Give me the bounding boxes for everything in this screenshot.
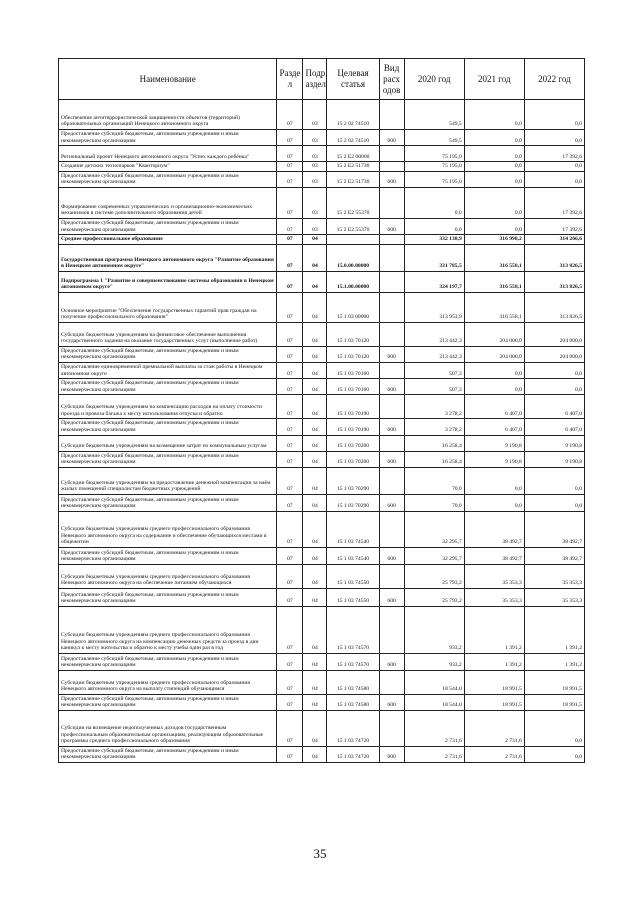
table-row	[59, 346, 585, 362]
row-razdel: 07	[277, 467, 303, 494]
row-podrazdel: 03	[303, 100, 327, 130]
row-podrazdel: 04	[303, 694, 327, 710]
row-podrazdel: 04	[303, 322, 327, 346]
header-2021: 2021 год	[464, 59, 524, 100]
row-name: Предоставление субсидий бюджетным, автономным учреждениям и иным некоммерческим организациям	[59, 653, 277, 670]
row-razdel: 07	[277, 435, 303, 451]
row-2021: 2 731,6	[464, 746, 524, 762]
row-expense-type	[379, 467, 404, 494]
row-target-article: 15 1 03 70120	[327, 346, 379, 362]
row-podrazdel: 04	[303, 362, 327, 378]
table-row	[59, 130, 585, 146]
header-name: Наименование	[59, 59, 277, 100]
row-2020: 18 544,0	[404, 694, 464, 710]
row-target-article: 15 1 03 74540	[327, 547, 379, 564]
row-expense-type	[379, 235, 404, 245]
table-row	[59, 494, 585, 511]
row-2022: 0,0	[524, 100, 584, 130]
table-body	[59, 100, 585, 763]
row-expense-type: 600	[379, 653, 404, 670]
table-row	[59, 100, 585, 130]
row-podrazdel: 04	[303, 564, 327, 588]
row-podrazdel: 04	[303, 395, 327, 419]
row-target-article: 15 1 03 00000	[327, 292, 379, 322]
row-2020: 32 295,7	[404, 511, 464, 547]
row-target-article: 15 2 02 74510	[327, 130, 379, 146]
row-2022: 38 492,7	[524, 511, 584, 547]
row-2021: 35 353,3	[464, 588, 524, 606]
row-2020: 16 258,4	[404, 451, 464, 467]
row-target-article: 15 2 E2 00000	[327, 146, 379, 162]
row-razdel: 07	[277, 694, 303, 710]
header-razdel: Разде л	[277, 59, 303, 100]
row-name: Предоставление субсидий бюджетным, автономным учреждениям и иным некоммерческим организациям	[59, 379, 277, 395]
row-podrazdel: 04	[303, 511, 327, 547]
row-name: Предоставление субсидий бюджетным, автономным учреждениям и иным некоммерческим организациям	[59, 694, 277, 710]
row-2021: 38 492,7	[464, 547, 524, 564]
row-2022: 0,0	[524, 710, 584, 746]
row-2020: 933,2	[404, 606, 464, 653]
row-name: Предоставление субсидий бюджетным, автономным учреждениям и иным некоммерческим организациям	[59, 419, 277, 435]
row-target-article: 15 1 03 74720	[327, 710, 379, 746]
row-razdel: 07	[277, 564, 303, 588]
row-podrazdel: 04	[303, 746, 327, 762]
row-name: Субсидии бюджетным учреждениям среднего профессионального образования Ненецкого автономного округа на компенсацию денежных средств за проезд в дни каникул к месту жительства и обратно к месту учебы один раз в год	[59, 606, 277, 653]
row-2021: 0,0	[464, 130, 524, 146]
row-2022: 0,0	[524, 171, 584, 187]
row-name: Предоставление субсидий бюджетным, автономным учреждениям и иным некоммерческим организациям	[59, 746, 277, 762]
row-expense-type	[379, 564, 404, 588]
row-razdel: 07	[277, 346, 303, 362]
table-row	[59, 292, 585, 322]
row-2021: 0,0	[464, 218, 524, 234]
row-razdel: 07	[277, 451, 303, 467]
row-2022: 6 407,0	[524, 395, 584, 419]
row-razdel: 07	[277, 653, 303, 670]
row-2020: 32 295,7	[404, 547, 464, 564]
table-row	[59, 419, 585, 435]
row-2021: 9 190,8	[464, 435, 524, 451]
row-2022: 1 391,2	[524, 606, 584, 653]
row-target-article: 15 1 03 70290	[327, 467, 379, 494]
row-razdel: 07	[277, 710, 303, 746]
row-expense-type	[379, 511, 404, 547]
row-podrazdel: 04	[303, 292, 327, 322]
row-razdel: 07	[277, 362, 303, 378]
row-expense-type: 600	[379, 494, 404, 511]
table-row	[59, 511, 585, 547]
row-2020: 16 258,4	[404, 435, 464, 451]
row-target-article: 15 2 E2 51730	[327, 162, 379, 172]
row-2021: 0,0	[464, 146, 524, 162]
row-2021: 316 558,1	[464, 271, 524, 292]
row-2022: 0,0	[524, 494, 584, 511]
row-2022: 17 392,6	[524, 146, 584, 162]
row-target-article: 15.1.00.00000	[327, 271, 379, 292]
row-target-article: 15 1 03 70160	[327, 362, 379, 378]
row-2022: 0,0	[524, 362, 584, 378]
row-podrazdel: 03	[303, 171, 327, 187]
row-target-article: 15 1 03 74550	[327, 564, 379, 588]
row-2022: 0,0	[524, 130, 584, 146]
row-target-article: 15.0.00.00000	[327, 244, 379, 271]
row-podrazdel: 04	[303, 547, 327, 564]
row-2021: 316 558,1	[464, 292, 524, 322]
row-2021: 0,0	[464, 379, 524, 395]
row-2020: 2 731,6	[404, 746, 464, 762]
budget-page	[58, 58, 585, 763]
row-target-article: 15 2 E2 55370	[327, 218, 379, 234]
row-2022: 18 991,5	[524, 670, 584, 694]
row-name: Предоставление субсидий бюджетным, автономным учреждениям и иным некоммерческим организациям	[59, 171, 277, 187]
row-target-article: 15 1 03 70290	[327, 494, 379, 511]
table-row	[59, 710, 585, 746]
table-row	[59, 379, 585, 395]
table-row	[59, 395, 585, 419]
row-2020: 213 442,3	[404, 322, 464, 346]
row-2020: 25 793,2	[404, 588, 464, 606]
row-name: Предоставление субсидий бюджетным, автономным учреждениям и иным некоммерческим организациям	[59, 494, 277, 511]
page-number: 35	[313, 846, 327, 861]
table-row	[59, 670, 585, 694]
row-2020: 70,0	[404, 467, 464, 494]
table-row	[59, 146, 585, 162]
row-target-article: 15 2 E2 55370	[327, 187, 379, 218]
row-2020: 549,5	[404, 130, 464, 146]
row-name: Формирование современных управленческих и организационно-экономических механизмов в системе дополнительного образования детей	[59, 187, 277, 218]
row-2022: 18 991,5	[524, 694, 584, 710]
row-expense-type: 600	[379, 218, 404, 234]
row-expense-type: 600	[379, 130, 404, 146]
row-target-article: 15 1 03 74570	[327, 606, 379, 653]
row-expense-type: 600	[379, 451, 404, 467]
row-2021: 204 000,0	[464, 346, 524, 362]
row-expense-type: 600	[379, 746, 404, 762]
table-row	[59, 235, 585, 245]
row-expense-type	[379, 244, 404, 271]
row-razdel: 07	[277, 322, 303, 346]
row-2022: 9 190,8	[524, 451, 584, 467]
row-2022: 313 826,5	[524, 244, 584, 271]
row-2020: 0,0	[404, 187, 464, 218]
row-name: Субсидии на возмещение недополученных доходов государственным профессиональным образовательным организациям, реализующим образовательные программы среднего профессионального образования	[59, 710, 277, 746]
row-name: Создание детских технопарков "Кванториум"	[59, 162, 277, 172]
table-row	[59, 244, 585, 271]
row-podrazdel: 03	[303, 162, 327, 172]
budget-table	[58, 58, 585, 763]
row-2020: 213 442,3	[404, 346, 464, 362]
row-podrazdel: 04	[303, 670, 327, 694]
table-row	[59, 162, 585, 172]
row-expense-type: 600	[379, 547, 404, 564]
row-target-article	[327, 235, 379, 245]
row-2020: 331 785,5	[404, 244, 464, 271]
row-expense-type	[379, 271, 404, 292]
row-2021: 316 998,2	[464, 235, 524, 245]
row-2022: 204 000,0	[524, 346, 584, 362]
row-2021: 0,0	[464, 494, 524, 511]
table-row	[59, 271, 585, 292]
row-expense-type	[379, 606, 404, 653]
row-target-article: 15 1 03 74540	[327, 511, 379, 547]
row-expense-type	[379, 710, 404, 746]
row-2022: 17 392,6	[524, 187, 584, 218]
row-2020: 3 278,2	[404, 419, 464, 435]
row-2022: 17 392,6	[524, 218, 584, 234]
row-2021: 6 407,0	[464, 419, 524, 435]
table-row	[59, 435, 585, 451]
header-podrazdel: Подр аздел	[303, 59, 327, 100]
row-2020: 75 195,0	[404, 146, 464, 162]
row-razdel: 07	[277, 588, 303, 606]
row-expense-type: 600	[379, 588, 404, 606]
row-2022: 313 826,5	[524, 271, 584, 292]
row-expense-type	[379, 187, 404, 218]
row-name: Предоставление единовременной премиальной выплаты за стаж работы в Ненецком автономном округе	[59, 362, 277, 378]
table-row	[59, 606, 585, 653]
row-2021: 0,0	[464, 467, 524, 494]
row-razdel: 07	[277, 292, 303, 322]
row-2021: 0,0	[464, 171, 524, 187]
row-2020: 332 138,9	[404, 235, 464, 245]
row-2022: 0,0	[524, 162, 584, 172]
row-podrazdel: 04	[303, 379, 327, 395]
row-target-article: 15 1 03 70120	[327, 322, 379, 346]
table-row	[59, 187, 585, 218]
row-target-article: 15 1 03 74720	[327, 746, 379, 762]
row-name: Подпрограмма 1 "Развитие и совершенствование системы образования в Ненецком автономном округе"	[59, 271, 277, 292]
row-2020: 507,3	[404, 379, 464, 395]
row-name: Предоставление субсидий бюджетным, автономным учреждениям и иным некоммерческим организациям	[59, 451, 277, 467]
row-2021: 0,0	[464, 362, 524, 378]
row-2020: 75 195,0	[404, 162, 464, 172]
row-razdel: 07	[277, 606, 303, 653]
row-name: Предоставление субсидий бюджетным, автономным учреждениям и иным некоммерческим организациям	[59, 130, 277, 146]
row-2020: 549,5	[404, 100, 464, 130]
row-target-article: 15 1 03 70160	[327, 379, 379, 395]
row-name: Субсидии бюджетным учреждениям на предоставление денежной компенсации за наём жилых помещений специалистам бюджетных учреждений	[59, 467, 277, 494]
row-razdel: 07	[277, 244, 303, 271]
row-2021: 316 558,1	[464, 244, 524, 271]
row-name: Государственная программа Ненецкого автономного округа "Развитие образования в Ненецком автономном округе"	[59, 244, 277, 271]
row-expense-type	[379, 322, 404, 346]
row-2022: 35 353,3	[524, 564, 584, 588]
table-row	[59, 362, 585, 378]
row-target-article: 15 1 03 70190	[327, 419, 379, 435]
row-target-article: 15 1 03 74580	[327, 694, 379, 710]
row-razdel: 07	[277, 130, 303, 146]
table-row	[59, 322, 585, 346]
row-name: Среднее профессиональное образование	[59, 235, 277, 245]
row-2022: 0,0	[524, 379, 584, 395]
header-target-article: Целевая статья	[327, 59, 379, 100]
row-podrazdel: 04	[303, 710, 327, 746]
row-2022: 1 391,2	[524, 653, 584, 670]
table-header-row	[59, 59, 585, 100]
row-target-article: 15 1 03 74580	[327, 670, 379, 694]
row-podrazdel: 03	[303, 187, 327, 218]
header-expense-type: Вид расх одов	[379, 59, 404, 100]
row-expense-type	[379, 670, 404, 694]
row-2020: 324 197,7	[404, 271, 464, 292]
row-podrazdel: 04	[303, 271, 327, 292]
row-expense-type	[379, 146, 404, 162]
row-2021: 1 391,2	[464, 606, 524, 653]
row-2020: 18 544,0	[404, 670, 464, 694]
table-row	[59, 467, 585, 494]
row-podrazdel: 03	[303, 130, 327, 146]
row-razdel: 07	[277, 187, 303, 218]
row-razdel: 07	[277, 146, 303, 162]
row-target-article: 15 1 03 74550	[327, 588, 379, 606]
row-razdel: 07	[277, 395, 303, 419]
row-expense-type	[379, 395, 404, 419]
row-2022: 6 407,0	[524, 419, 584, 435]
table-row	[59, 653, 585, 670]
row-2022: 9 190,8	[524, 435, 584, 451]
row-expense-type	[379, 362, 404, 378]
row-target-article: 15 2 E2 51730	[327, 171, 379, 187]
row-2022: 313 826,5	[524, 292, 584, 322]
row-podrazdel: 04	[303, 451, 327, 467]
row-target-article: 15 1 03 70200	[327, 451, 379, 467]
row-name: Субсидии бюджетным учреждениям среднего профессионального образования Ненецкого автономного округа на выплату стипендий обучающимся	[59, 670, 277, 694]
row-podrazdel: 04	[303, 244, 327, 271]
row-razdel: 07	[277, 171, 303, 187]
row-razdel: 07	[277, 235, 303, 245]
row-podrazdel: 04	[303, 467, 327, 494]
row-target-article: 15 1 03 74570	[327, 653, 379, 670]
row-razdel: 07	[277, 271, 303, 292]
row-podrazdel: 04	[303, 419, 327, 435]
table-row	[59, 451, 585, 467]
table-row	[59, 746, 585, 762]
row-expense-type	[379, 162, 404, 172]
row-2021: 0,0	[464, 187, 524, 218]
table-row	[59, 171, 585, 187]
row-2020: 507,3	[404, 362, 464, 378]
table-row	[59, 547, 585, 564]
row-name: Основное мероприятие "Обеспечение государственных гарантий прав граждан на получение профессионального образования"	[59, 292, 277, 322]
row-name: Субсидии бюджетным учреждениям на компенсацию расходов на оплату стоимости проезда и провоза багажа к месту использования отпуска и обратно	[59, 395, 277, 419]
row-razdel: 07	[277, 746, 303, 762]
row-name: Обеспечение антитеррористической защищенности объектов (территорий) образовательных организаций Ненецкого автономного округа	[59, 100, 277, 130]
row-razdel: 07	[277, 547, 303, 564]
row-razdel: 07	[277, 494, 303, 511]
header-2020: 2020 год	[404, 59, 464, 100]
row-2022: 38 492,7	[524, 547, 584, 564]
row-target-article: 15 1 03 70200	[327, 435, 379, 451]
row-podrazdel: 04	[303, 606, 327, 653]
row-expense-type	[379, 435, 404, 451]
row-razdel: 07	[277, 670, 303, 694]
row-expense-type: 600	[379, 379, 404, 395]
row-razdel: 07	[277, 218, 303, 234]
row-2021: 2 731,6	[464, 710, 524, 746]
row-name: Субсидии бюджетным учреждениям на возмещение затрат по коммунальным услугам	[59, 435, 277, 451]
row-target-article: 15 2 02 74510	[327, 100, 379, 130]
row-2020: 0,0	[404, 218, 464, 234]
row-2021: 18 991,5	[464, 694, 524, 710]
row-2022: 35 353,3	[524, 588, 584, 606]
row-podrazdel: 04	[303, 435, 327, 451]
row-2021: 1 391,2	[464, 653, 524, 670]
row-2020: 313 953,9	[404, 292, 464, 322]
row-expense-type: 600	[379, 346, 404, 362]
row-name: Субсидии бюджетным учреждениям среднего профессионального образования Ненецкого автономного округа на обеспечение питанием обучающихся	[59, 564, 277, 588]
row-2020: 70,0	[404, 494, 464, 511]
row-expense-type	[379, 100, 404, 130]
header-2022: 2022 год	[524, 59, 584, 100]
table-row	[59, 588, 585, 606]
row-2021: 18 991,5	[464, 670, 524, 694]
row-2020: 2 731,6	[404, 710, 464, 746]
row-name: Региональный проект Ненецкого автономного округа "Успех каждого ребёнка"	[59, 146, 277, 162]
row-podrazdel: 04	[303, 346, 327, 362]
row-podrazdel: 04	[303, 494, 327, 511]
table-row	[59, 218, 585, 234]
row-expense-type: 600	[379, 419, 404, 435]
row-2020: 25 793,2	[404, 564, 464, 588]
row-2021: 38 492,7	[464, 511, 524, 547]
row-2020: 3 278,2	[404, 395, 464, 419]
row-podrazdel: 04	[303, 588, 327, 606]
row-razdel: 07	[277, 511, 303, 547]
row-name: Предоставление субсидий бюджетным, автономным учреждениям и иным некоммерческим организациям	[59, 588, 277, 606]
row-name: Предоставление субсидий бюджетным, автономным учреждениям и иным некоммерческим организациям	[59, 218, 277, 234]
row-podrazdel: 03	[303, 146, 327, 162]
row-expense-type: 600	[379, 171, 404, 187]
row-2021: 6 407,0	[464, 395, 524, 419]
row-2021: 0,0	[464, 162, 524, 172]
row-2021: 204 000,0	[464, 322, 524, 346]
row-name: Предоставление субсидий бюджетным, автономным учреждениям и иным некоммерческим организациям	[59, 547, 277, 564]
row-2020: 75 195,0	[404, 171, 464, 187]
row-target-article: 15 1 03 70190	[327, 395, 379, 419]
row-podrazdel: 04	[303, 653, 327, 670]
row-razdel: 07	[277, 162, 303, 172]
row-razdel: 07	[277, 419, 303, 435]
row-name: Субсидии бюджетным учреждениям на финансовое обеспечение выполнения государственного задания на оказание государственных услуг (выполнение работ)	[59, 322, 277, 346]
row-razdel: 07	[277, 100, 303, 130]
row-name: Предоставление субсидий бюджетным, автономным учреждениям и иным некоммерческим организациям	[59, 346, 277, 362]
row-expense-type: 600	[379, 694, 404, 710]
row-razdel: 07	[277, 379, 303, 395]
row-2022: 314 266,6	[524, 235, 584, 245]
row-2021: 0,0	[464, 100, 524, 130]
row-name: Субсидии бюджетным учреждениям среднего профессионального образования Ненецкого автономного округа на содержание и обеспечение обучающихся местами в общежитии	[59, 511, 277, 547]
table-row	[59, 564, 585, 588]
row-podrazdel: 04	[303, 235, 327, 245]
row-2021: 35 353,3	[464, 564, 524, 588]
row-expense-type	[379, 292, 404, 322]
row-2022: 0,0	[524, 467, 584, 494]
row-2021: 9 190,8	[464, 451, 524, 467]
row-podrazdel: 03	[303, 218, 327, 234]
table-row	[59, 694, 585, 710]
row-2022: 204 000,0	[524, 322, 584, 346]
row-2020: 933,2	[404, 653, 464, 670]
row-2022: 0,0	[524, 746, 584, 762]
